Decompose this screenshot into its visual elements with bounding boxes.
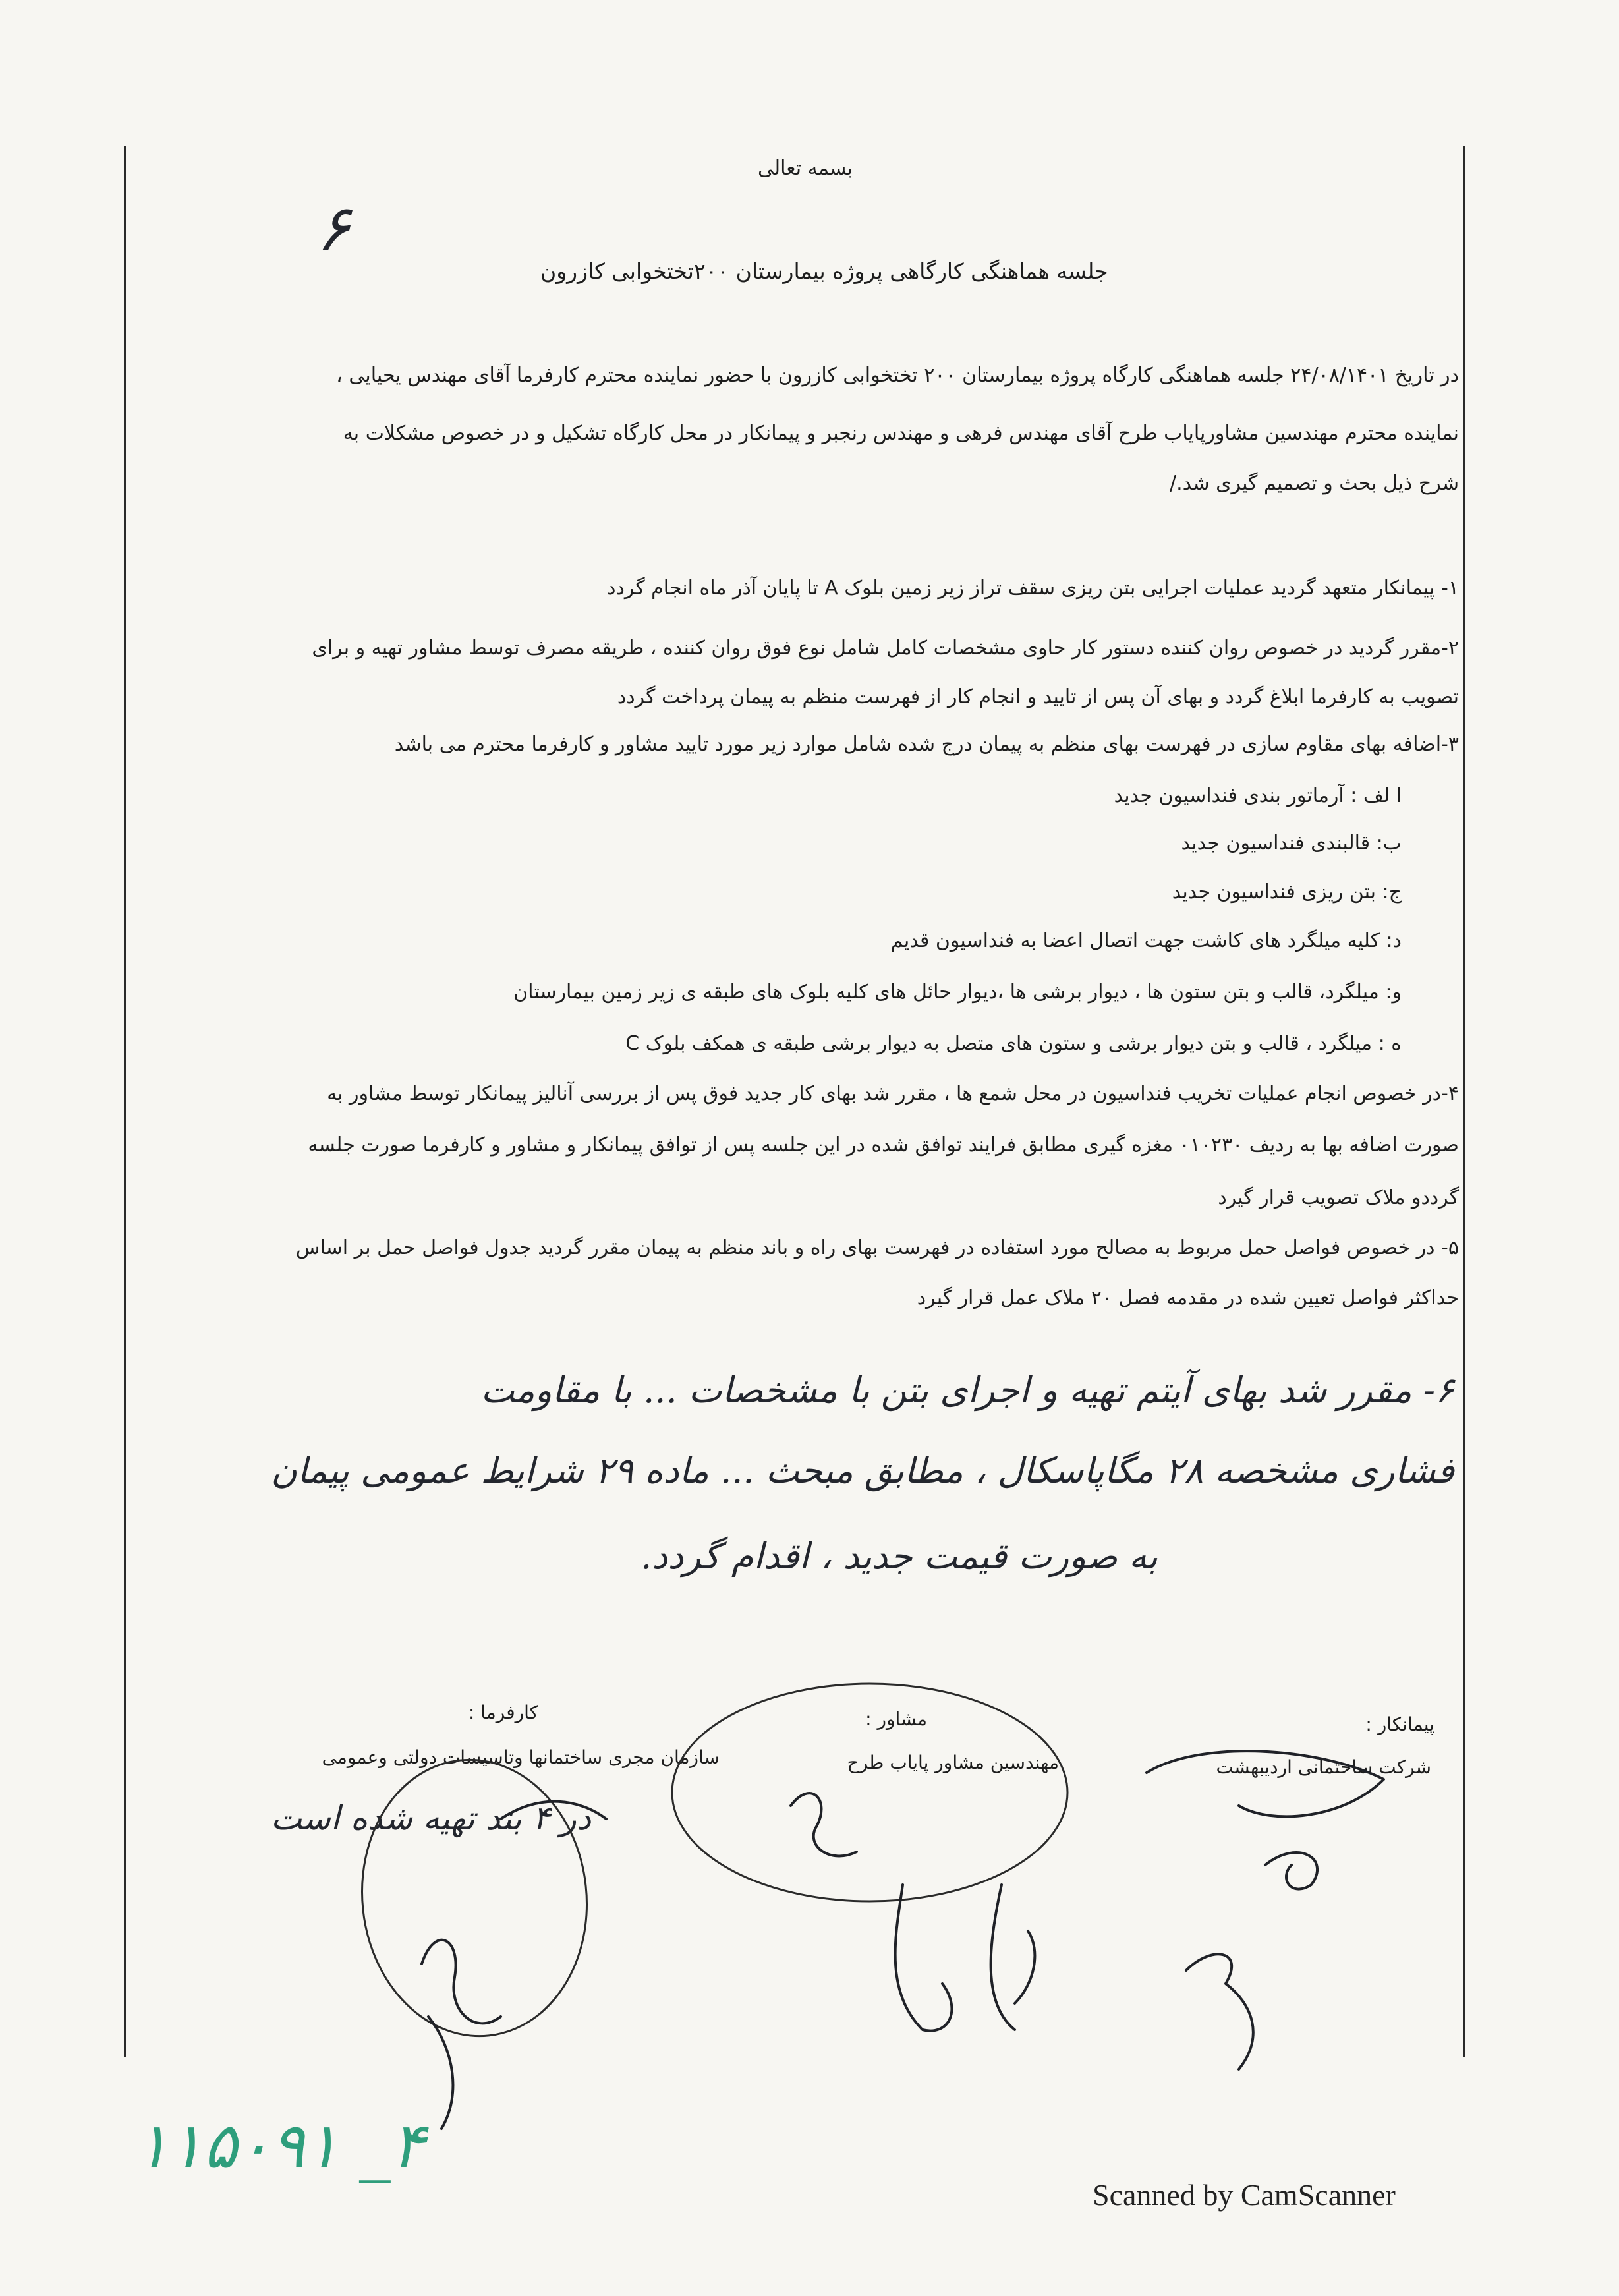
item-2-line-2: تصویب به کارفرما ابلاغ گردد و بهای آن پس از تایید و انجام کار از فهرست منظم به پیمان پرداخت گردد xyxy=(617,685,1459,708)
employer-handwritten-note: در ۴ بند تهیه شده است xyxy=(270,1799,591,1837)
contractor-signature xyxy=(1147,1751,1384,1816)
scanner-mark: Scanned by CamScanner xyxy=(1093,2178,1396,2212)
consultant-label: مشاور : xyxy=(865,1708,927,1730)
item-5-line-1: ۵- در خصوص فواصل حمل مربوط به مصالح مورد استفاده در فهرست بهای راه و باند منظم به پیمان مقرر گردید جدول فواصل حمل بر اساس xyxy=(295,1236,1459,1259)
contractor-label: پیمانکار : xyxy=(1365,1713,1434,1735)
item-4-line-1: ۴-در خصوص انجام عملیات تخریب فنداسیون در محل شمع ها ، مقرر شد بهای کار جدید فوق پس از بررسی آنالیز پیمانکار توسط مشاور به xyxy=(327,1082,1459,1105)
intro-line-2: نماینده محترم مهندسین مشاورپایاب طرح آقای مهندس فرهی و مهندس رنجبر و پیمانکار در محل کارگاه تشکیل و در خصوص مشکلات به xyxy=(343,422,1459,445)
sub-item-alef: ا لف : آرماتور بندی فنداسیون جدید xyxy=(1114,784,1402,807)
contractor-initials xyxy=(1186,1954,1253,2069)
item-2-line-1: ۲-مقرر گردید در خصوص روان کننده دستور کار حاوی مشخصات کامل شامل نوع فوق روان کننده ، طریقه مصرف توسط مشاور تهیه و برای xyxy=(312,637,1459,660)
item-1: ۱- پیمانکار متعهد گردید عملیات اجرایی بتن ریزی سقف تراز زیر زمین بلوک A تا پایان آذر ماه انجام گردد xyxy=(607,577,1459,600)
bismillah: بسمه تعالی xyxy=(758,157,853,180)
meeting-title: جلسه هماهنگی کارگاهی پروژه بیمارستان ۲۰۰تختخوابی کازرون xyxy=(540,258,1108,284)
handwritten-code: ۱۱۵۰۹۱ _۴ xyxy=(135,2109,425,2183)
employer-stamp-outline xyxy=(349,1748,600,2047)
item-4-line-2: صورت اضافه بها به ردیف ۰۱۰۲۳۰ مغزه گیری مطابق فرایند توافق شده در این جلسه پس از توافق پیمانکار و مشاور و کارفرما صورت جلسه xyxy=(308,1134,1459,1157)
item-4-line-3: گرددو ملاک تصویب قرار گیرد xyxy=(1218,1186,1459,1209)
handwritten-item-6-line-3: به صورت قیمت جدید ، اقدام گردد. xyxy=(640,1535,1158,1577)
consultant-signature-3 xyxy=(991,1885,1035,2030)
intro-line-1: در تاریخ ۲۴/۰۸/۱۴۰۱ جلسه هماهنگی کارگاه پروژه بیمارستان ۲۰۰ تختخوابی کازرون با حضور نماینده محترم کارفرما آقای مهندس یحیایی ، xyxy=(336,364,1459,387)
consultant-stamp-outline xyxy=(672,1684,1067,1901)
handwritten-number: ۶ xyxy=(316,191,351,265)
handwritten-item-6-line-1: ۶- مقرر شد بهای آیتم تهیه و اجرای بتن با مشخصات ... با مقاومت xyxy=(480,1369,1454,1411)
sub-item-vav: و: میلگرد، قالب و بتن ستون ها ، دیوار برشی ها ،دیوار حائل های کلیه بلوک های طبقه ی زیر زمین بیمارستان xyxy=(513,981,1402,1004)
sub-item-be: ب: قالبندی فنداسیون جدید xyxy=(1181,832,1402,855)
consultant-signature-1 xyxy=(791,1793,857,1856)
sub-item-dal: د: کلیه میلگرد های کاشت جهت اتصال اعضا به فنداسیون قدیم xyxy=(890,929,1402,952)
item-3: ۳-اضافه بهای مقاوم سازی در فهرست بهای منظم به پیمان درج شده شامل موارد زیر مورد تایید مشاور و کارفرما محترم می باشد xyxy=(394,733,1459,756)
consultant-name: مهندسین مشاور پایاب طرح xyxy=(847,1752,1059,1773)
consultant-signature-2 xyxy=(895,1885,952,2031)
sub-item-he: ه : میلگرد ، قالب و بتن دیوار برشی و ستون های متصل به دیوار برشی طبقه ی همکف بلوک C xyxy=(625,1032,1402,1055)
contractor-signature-mark xyxy=(1265,1852,1317,1889)
contractor-name: شرکت ساختمانی اردیبهشت xyxy=(1216,1756,1431,1778)
employer-signature-1 xyxy=(422,1940,501,2024)
item-5-line-2: حداکثر فواصل تعیین شده در مقدمه فصل ۲۰ ملاک عمل قرار گیرد xyxy=(917,1286,1459,1309)
sub-item-jim: ج: بتن ریزی فنداسیون جدید xyxy=(1172,880,1402,904)
intro-line-3: شرح ذیل بحث و تصمیم گیری شد./ xyxy=(1170,472,1459,495)
employer-name: سازمان مجری ساختمانها وتاسیسات دولتی وعمومی xyxy=(322,1746,720,1768)
employer-label: کارفرما : xyxy=(468,1702,538,1723)
handwritten-item-6-line-2: فشاری مشخصه ۲۸ مگاپاسکال ، مطابق مبحث ... ماده ۲۹ شرایط عمومی پیمان xyxy=(271,1450,1454,1491)
